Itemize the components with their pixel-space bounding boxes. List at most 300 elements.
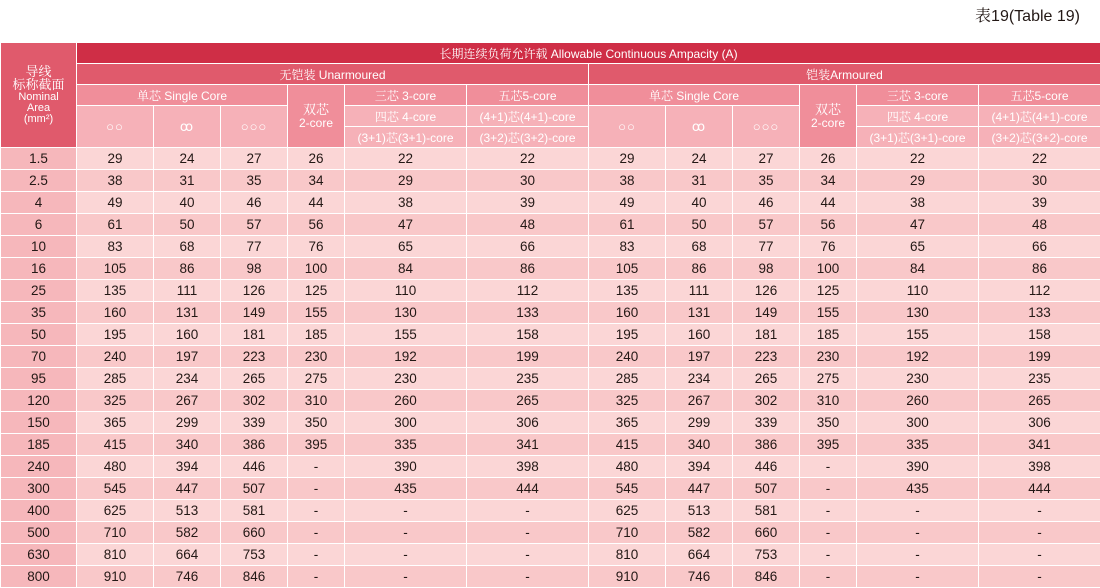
armoured-five-core-cell: 22	[979, 148, 1100, 170]
table-row	[1, 280, 1100, 302]
armoured-three-four-core-cell: 38	[857, 192, 979, 214]
unarmoured-single-flat2-cell: 810	[77, 544, 154, 566]
armoured-single-flat3-cell: 27	[733, 148, 800, 170]
table-row	[1, 170, 1100, 192]
armoured-single-trefoil-cell: 24	[666, 148, 733, 170]
armoured-single-flat3-cell: 265	[733, 368, 800, 390]
unarmoured-single-trefoil-cell: 582	[154, 522, 221, 544]
unarmoured-two-core-cell: 310	[288, 390, 345, 412]
armoured-single-trefoil-cell: 131	[666, 302, 733, 324]
three-plus-two-header-armoured: (3+2)芯(3+2)-core	[979, 127, 1100, 148]
armoured-single-flat3-cell: 46	[733, 192, 800, 214]
armoured-single-flat3-cell: 35	[733, 170, 800, 192]
two-core-cn: 双芯	[302, 101, 329, 117]
nominal-area-cell: 1.5	[1, 148, 77, 170]
table-row	[1, 346, 1100, 368]
unarmoured-single-flat2-cell: 135	[77, 280, 154, 302]
three-core-header-armoured: 三芯 3-core	[857, 85, 979, 106]
five-core-header-unarmoured: 五芯5-core	[467, 85, 589, 106]
nominal-area-cell: 16	[1, 258, 77, 280]
unarmoured-five-core-cell: -	[467, 566, 589, 588]
armoured-single-trefoil-cell: 234	[666, 368, 733, 390]
unarmoured-two-core-cell: -	[288, 478, 345, 500]
armoured-single-trefoil-cell: 664	[666, 544, 733, 566]
unarmoured-single-trefoil-cell: 111	[154, 280, 221, 302]
single-core-header-armoured: 单芯 Single Core	[589, 85, 800, 106]
armoured-two-core-cell: 34	[800, 170, 857, 192]
nominal-area-cell: 800	[1, 566, 77, 588]
armoured-single-trefoil-cell: 746	[666, 566, 733, 588]
unarmoured-single-flat2-cell: 625	[77, 500, 154, 522]
armoured-single-flat2-cell: 810	[589, 544, 666, 566]
unarmoured-single-flat3-cell: 846	[221, 566, 288, 588]
table-row	[1, 236, 1100, 258]
table-row	[1, 456, 1100, 478]
unarmoured-single-trefoil-cell: 299	[154, 412, 221, 434]
unarmoured-single-flat3-cell: 223	[221, 346, 288, 368]
armoured-three-four-core-cell: 230	[857, 368, 979, 390]
armoured-three-four-core-cell: 65	[857, 236, 979, 258]
unarmoured-single-flat2-cell: 105	[77, 258, 154, 280]
nominal-area-cell: 300	[1, 478, 77, 500]
row-head-unit: (mm²)	[23, 112, 54, 125]
armoured-three-four-core-cell: 155	[857, 324, 979, 346]
armoured-three-four-core-cell: -	[857, 544, 979, 566]
armoured-five-core-cell: 48	[979, 214, 1100, 236]
row-head-en1: Nominal	[18, 90, 59, 103]
armoured-single-trefoil-cell: 299	[666, 412, 733, 434]
unarmoured-single-flat2-cell: 415	[77, 434, 154, 456]
unarmoured-three-four-core-cell: 29	[345, 170, 467, 192]
armoured-two-core-cell: 44	[800, 192, 857, 214]
three-plus-one-header-unarmoured: (3+1)芯(3+1)-core	[345, 127, 467, 148]
unarmoured-single-flat3-cell: 181	[221, 324, 288, 346]
two-core-en: 2-core	[298, 115, 333, 130]
unarmoured-three-four-core-cell: -	[345, 522, 467, 544]
table-body	[1, 148, 1100, 588]
three-plus-one-header-armoured: (3+1)芯(3+1)-core	[857, 127, 979, 148]
armoured-single-trefoil-cell: 31	[666, 170, 733, 192]
unarmoured-five-core-cell: 444	[467, 478, 589, 500]
armoured-five-core-cell: 112	[979, 280, 1100, 302]
trefoil-icon: ꝏ	[154, 106, 221, 148]
unarmoured-three-four-core-cell: -	[345, 566, 467, 588]
armoured-single-flat2-cell: 29	[589, 148, 666, 170]
nominal-area-cell: 2.5	[1, 170, 77, 192]
unarmoured-single-flat3-cell: 27	[221, 148, 288, 170]
armoured-single-flat2-cell: 195	[589, 324, 666, 346]
four-plus-one-header-unarmoured: (4+1)芯(4+1)-core	[467, 106, 589, 127]
armoured-two-core-cell: 310	[800, 390, 857, 412]
five-core-header-armoured: 五芯5-core	[979, 85, 1100, 106]
armoured-single-flat3-cell: 223	[733, 346, 800, 368]
armoured-five-core-cell: 30	[979, 170, 1100, 192]
row-head-cn1: 导线	[25, 63, 52, 79]
unarmoured-single-flat3-cell: 753	[221, 544, 288, 566]
armoured-three-four-core-cell: -	[857, 566, 979, 588]
unarmoured-two-core-cell: 350	[288, 412, 345, 434]
armoured-single-trefoil-cell: 40	[666, 192, 733, 214]
flat-three-icon: ○○○	[221, 106, 288, 148]
table-row	[1, 258, 1100, 280]
armoured-single-flat3-cell: 57	[733, 214, 800, 236]
unarmoured-two-core-cell: -	[288, 544, 345, 566]
unarmoured-single-flat3-cell: 35	[221, 170, 288, 192]
unarmoured-five-core-cell: 48	[467, 214, 589, 236]
unarmoured-single-flat3-cell: 660	[221, 522, 288, 544]
two-core-header-unarmoured	[288, 85, 345, 148]
armoured-two-core-cell: -	[800, 500, 857, 522]
unarmoured-single-flat2-cell: 61	[77, 214, 154, 236]
nominal-area-cell: 185	[1, 434, 77, 456]
nominal-area-cell: 500	[1, 522, 77, 544]
unarmoured-single-flat3-cell: 126	[221, 280, 288, 302]
armoured-five-core-cell: 199	[979, 346, 1100, 368]
unarmoured-two-core-cell: -	[288, 456, 345, 478]
armoured-single-flat2-cell: 325	[589, 390, 666, 412]
unarmoured-header: 无铠装 Unarmoured	[77, 64, 589, 85]
armoured-single-flat3-cell: 386	[733, 434, 800, 456]
unarmoured-five-core-cell: -	[467, 522, 589, 544]
armoured-two-core-cell: 185	[800, 324, 857, 346]
unarmoured-five-core-cell: 398	[467, 456, 589, 478]
flat-two-icon: ○○	[589, 106, 666, 148]
three-core-header-unarmoured: 三芯 3-core	[345, 85, 467, 106]
unarmoured-two-core-cell: 34	[288, 170, 345, 192]
unarmoured-single-flat3-cell: 507	[221, 478, 288, 500]
nominal-area-cell: 150	[1, 412, 77, 434]
unarmoured-two-core-cell: -	[288, 500, 345, 522]
nominal-area-cell: 4	[1, 192, 77, 214]
armoured-five-core-cell: -	[979, 500, 1100, 522]
unarmoured-three-four-core-cell: 38	[345, 192, 467, 214]
unarmoured-five-core-cell: 66	[467, 236, 589, 258]
armoured-three-four-core-cell: 192	[857, 346, 979, 368]
armoured-three-four-core-cell: 335	[857, 434, 979, 456]
armoured-two-core-cell: -	[800, 544, 857, 566]
nominal-area-header	[1, 43, 77, 148]
row-head-en2: Area	[26, 101, 51, 114]
armoured-two-core-cell: 395	[800, 434, 857, 456]
unarmoured-single-flat3-cell: 98	[221, 258, 288, 280]
unarmoured-single-flat2-cell: 29	[77, 148, 154, 170]
table-row	[1, 324, 1100, 346]
armoured-single-flat3-cell: 126	[733, 280, 800, 302]
armoured-five-core-cell: 341	[979, 434, 1100, 456]
unarmoured-single-flat3-cell: 302	[221, 390, 288, 412]
unarmoured-single-flat3-cell: 265	[221, 368, 288, 390]
armoured-single-trefoil-cell: 160	[666, 324, 733, 346]
unarmoured-five-core-cell: 158	[467, 324, 589, 346]
armoured-two-core-cell: 76	[800, 236, 857, 258]
unarmoured-two-core-cell: 26	[288, 148, 345, 170]
nominal-area-cell: 240	[1, 456, 77, 478]
unarmoured-five-core-cell: 341	[467, 434, 589, 456]
armoured-two-core-cell: 155	[800, 302, 857, 324]
armoured-five-core-cell: 398	[979, 456, 1100, 478]
armoured-three-four-core-cell: -	[857, 500, 979, 522]
armoured-three-four-core-cell: 110	[857, 280, 979, 302]
table-row	[1, 192, 1100, 214]
unarmoured-single-trefoil-cell: 24	[154, 148, 221, 170]
unarmoured-single-flat3-cell: 149	[221, 302, 288, 324]
table-row	[1, 500, 1100, 522]
unarmoured-three-four-core-cell: 192	[345, 346, 467, 368]
armoured-single-flat2-cell: 38	[589, 170, 666, 192]
armoured-five-core-cell: 133	[979, 302, 1100, 324]
unarmoured-single-flat2-cell: 365	[77, 412, 154, 434]
unarmoured-single-trefoil-cell: 267	[154, 390, 221, 412]
armoured-single-flat3-cell: 846	[733, 566, 800, 588]
armoured-single-flat2-cell: 365	[589, 412, 666, 434]
unarmoured-two-core-cell: 155	[288, 302, 345, 324]
unarmoured-single-flat3-cell: 446	[221, 456, 288, 478]
armoured-single-trefoil-cell: 86	[666, 258, 733, 280]
armoured-three-four-core-cell: -	[857, 522, 979, 544]
unarmoured-single-trefoil-cell: 513	[154, 500, 221, 522]
unarmoured-three-four-core-cell: 22	[345, 148, 467, 170]
unarmoured-five-core-cell: 22	[467, 148, 589, 170]
unarmoured-single-trefoil-cell: 86	[154, 258, 221, 280]
armoured-five-core-cell: 235	[979, 368, 1100, 390]
unarmoured-five-core-cell: 133	[467, 302, 589, 324]
unarmoured-single-flat2-cell: 49	[77, 192, 154, 214]
flat-three-icon: ○○○	[733, 106, 800, 148]
table-row	[1, 522, 1100, 544]
unarmoured-single-trefoil-cell: 340	[154, 434, 221, 456]
unarmoured-single-flat3-cell: 386	[221, 434, 288, 456]
unarmoured-five-core-cell: 199	[467, 346, 589, 368]
nominal-area-cell: 10	[1, 236, 77, 258]
two-core-cn: 双芯	[814, 101, 841, 117]
unarmoured-single-trefoil-cell: 746	[154, 566, 221, 588]
unarmoured-three-four-core-cell: 110	[345, 280, 467, 302]
unarmoured-two-core-cell: 76	[288, 236, 345, 258]
unarmoured-single-trefoil-cell: 234	[154, 368, 221, 390]
armoured-three-four-core-cell: 260	[857, 390, 979, 412]
nominal-area-cell: 120	[1, 390, 77, 412]
armoured-single-flat2-cell: 160	[589, 302, 666, 324]
armoured-five-core-cell: 66	[979, 236, 1100, 258]
table-row	[1, 434, 1100, 456]
unarmoured-single-flat2-cell: 240	[77, 346, 154, 368]
unarmoured-five-core-cell: 265	[467, 390, 589, 412]
table-row	[1, 214, 1100, 236]
unarmoured-three-four-core-cell: 335	[345, 434, 467, 456]
armoured-single-trefoil-cell: 394	[666, 456, 733, 478]
armoured-three-four-core-cell: 300	[857, 412, 979, 434]
unarmoured-single-trefoil-cell: 50	[154, 214, 221, 236]
armoured-three-four-core-cell: 47	[857, 214, 979, 236]
unarmoured-two-core-cell: 185	[288, 324, 345, 346]
armoured-single-flat3-cell: 149	[733, 302, 800, 324]
unarmoured-five-core-cell: 39	[467, 192, 589, 214]
unarmoured-two-core-cell: 395	[288, 434, 345, 456]
unarmoured-single-flat3-cell: 57	[221, 214, 288, 236]
two-core-en: 2-core	[810, 115, 845, 130]
armoured-single-flat3-cell: 98	[733, 258, 800, 280]
four-plus-one-header-armoured: (4+1)芯(4+1)-core	[979, 106, 1100, 127]
armoured-five-core-cell: -	[979, 544, 1100, 566]
armoured-three-four-core-cell: 84	[857, 258, 979, 280]
unarmoured-single-flat2-cell: 325	[77, 390, 154, 412]
table-row	[1, 478, 1100, 500]
unarmoured-two-core-cell: 230	[288, 346, 345, 368]
unarmoured-five-core-cell: -	[467, 500, 589, 522]
armoured-single-flat2-cell: 480	[589, 456, 666, 478]
unarmoured-two-core-cell: 125	[288, 280, 345, 302]
unarmoured-three-four-core-cell: 230	[345, 368, 467, 390]
armoured-three-four-core-cell: 29	[857, 170, 979, 192]
armoured-single-trefoil-cell: 582	[666, 522, 733, 544]
table-row	[1, 544, 1100, 566]
armoured-two-core-cell: 350	[800, 412, 857, 434]
armoured-three-four-core-cell: 130	[857, 302, 979, 324]
table-row	[1, 566, 1100, 588]
armoured-two-core-cell: 56	[800, 214, 857, 236]
armoured-single-flat2-cell: 545	[589, 478, 666, 500]
armoured-two-core-cell: 275	[800, 368, 857, 390]
armoured-single-flat2-cell: 240	[589, 346, 666, 368]
armoured-single-flat2-cell: 49	[589, 192, 666, 214]
nominal-area-cell: 95	[1, 368, 77, 390]
four-core-header-armoured: 四芯 4-core	[857, 106, 979, 127]
armoured-three-four-core-cell: 390	[857, 456, 979, 478]
trefoil-icon: ꝏ	[666, 106, 733, 148]
unarmoured-single-flat2-cell: 160	[77, 302, 154, 324]
armoured-single-flat2-cell: 105	[589, 258, 666, 280]
armoured-single-flat2-cell: 910	[589, 566, 666, 588]
armoured-two-core-cell: -	[800, 478, 857, 500]
armoured-single-flat3-cell: 181	[733, 324, 800, 346]
ampacity-table	[0, 42, 1100, 588]
ampacity-title: 长期连续负荷允许载 Allowable Continuous Ampacity (A)	[77, 43, 1100, 64]
unarmoured-three-four-core-cell: 260	[345, 390, 467, 412]
unarmoured-single-flat3-cell: 339	[221, 412, 288, 434]
unarmoured-three-four-core-cell: 65	[345, 236, 467, 258]
unarmoured-two-core-cell: 100	[288, 258, 345, 280]
armoured-single-flat2-cell: 285	[589, 368, 666, 390]
unarmoured-single-flat3-cell: 46	[221, 192, 288, 214]
unarmoured-single-trefoil-cell: 131	[154, 302, 221, 324]
unarmoured-five-core-cell: 30	[467, 170, 589, 192]
armoured-two-core-cell: 26	[800, 148, 857, 170]
armoured-five-core-cell: 444	[979, 478, 1100, 500]
nominal-area-cell: 6	[1, 214, 77, 236]
two-core-header-armoured	[800, 85, 857, 148]
armoured-five-core-cell: 306	[979, 412, 1100, 434]
unarmoured-single-trefoil-cell: 31	[154, 170, 221, 192]
table-caption: 表19(Table 19)	[975, 8, 1080, 25]
four-core-header-unarmoured: 四芯 4-core	[345, 106, 467, 127]
armoured-two-core-cell: -	[800, 522, 857, 544]
nominal-area-cell: 630	[1, 544, 77, 566]
armoured-single-flat3-cell: 302	[733, 390, 800, 412]
armoured-five-core-cell: -	[979, 566, 1100, 588]
unarmoured-two-core-cell: 56	[288, 214, 345, 236]
armoured-single-trefoil-cell: 50	[666, 214, 733, 236]
unarmoured-two-core-cell: 44	[288, 192, 345, 214]
armoured-single-flat2-cell: 625	[589, 500, 666, 522]
unarmoured-single-flat2-cell: 910	[77, 566, 154, 588]
unarmoured-five-core-cell: 86	[467, 258, 589, 280]
row-head-cn2: 标称截面	[12, 76, 65, 92]
unarmoured-single-trefoil-cell: 394	[154, 456, 221, 478]
unarmoured-three-four-core-cell: 300	[345, 412, 467, 434]
armoured-single-trefoil-cell: 340	[666, 434, 733, 456]
unarmoured-three-four-core-cell: 84	[345, 258, 467, 280]
armoured-single-flat2-cell: 710	[589, 522, 666, 544]
unarmoured-single-flat2-cell: 38	[77, 170, 154, 192]
armoured-single-trefoil-cell: 267	[666, 390, 733, 412]
unarmoured-two-core-cell: -	[288, 566, 345, 588]
armoured-header: 铠装Armoured	[589, 64, 1100, 85]
unarmoured-three-four-core-cell: 390	[345, 456, 467, 478]
nominal-area-cell: 400	[1, 500, 77, 522]
single-core-header-unarmoured: 单芯 Single Core	[77, 85, 288, 106]
armoured-three-four-core-cell: 22	[857, 148, 979, 170]
armoured-five-core-cell: 265	[979, 390, 1100, 412]
unarmoured-three-four-core-cell: -	[345, 544, 467, 566]
armoured-single-trefoil-cell: 513	[666, 500, 733, 522]
table-row	[1, 302, 1100, 324]
armoured-single-trefoil-cell: 197	[666, 346, 733, 368]
unarmoured-three-four-core-cell: 155	[345, 324, 467, 346]
unarmoured-five-core-cell: 306	[467, 412, 589, 434]
armoured-single-flat3-cell: 581	[733, 500, 800, 522]
table-header	[1, 43, 1100, 148]
unarmoured-single-flat2-cell: 710	[77, 522, 154, 544]
unarmoured-single-trefoil-cell: 197	[154, 346, 221, 368]
armoured-single-flat3-cell: 339	[733, 412, 800, 434]
armoured-five-core-cell: 158	[979, 324, 1100, 346]
unarmoured-single-trefoil-cell: 160	[154, 324, 221, 346]
armoured-three-four-core-cell: 435	[857, 478, 979, 500]
armoured-single-flat3-cell: 660	[733, 522, 800, 544]
unarmoured-single-flat2-cell: 83	[77, 236, 154, 258]
armoured-two-core-cell: 100	[800, 258, 857, 280]
unarmoured-single-flat2-cell: 545	[77, 478, 154, 500]
armoured-two-core-cell: 230	[800, 346, 857, 368]
table-row	[1, 412, 1100, 434]
unarmoured-three-four-core-cell: 47	[345, 214, 467, 236]
unarmoured-single-flat3-cell: 581	[221, 500, 288, 522]
nominal-area-cell: 25	[1, 280, 77, 302]
armoured-single-trefoil-cell: 111	[666, 280, 733, 302]
table-row	[1, 390, 1100, 412]
armoured-two-core-cell: 125	[800, 280, 857, 302]
unarmoured-five-core-cell: -	[467, 544, 589, 566]
nominal-area-cell: 50	[1, 324, 77, 346]
armoured-single-trefoil-cell: 68	[666, 236, 733, 258]
unarmoured-five-core-cell: 112	[467, 280, 589, 302]
unarmoured-single-flat3-cell: 77	[221, 236, 288, 258]
armoured-two-core-cell: -	[800, 456, 857, 478]
armoured-single-flat2-cell: 83	[589, 236, 666, 258]
table-row	[1, 148, 1100, 170]
armoured-single-flat3-cell: 507	[733, 478, 800, 500]
armoured-single-trefoil-cell: 447	[666, 478, 733, 500]
nominal-area-cell: 35	[1, 302, 77, 324]
unarmoured-five-core-cell: 235	[467, 368, 589, 390]
armoured-five-core-cell: 86	[979, 258, 1100, 280]
armoured-five-core-cell: 39	[979, 192, 1100, 214]
flat-two-icon: ○○	[77, 106, 154, 148]
armoured-single-flat2-cell: 135	[589, 280, 666, 302]
unarmoured-single-trefoil-cell: 68	[154, 236, 221, 258]
table-row	[1, 368, 1100, 390]
three-plus-two-header-unarmoured: (3+2)芯(3+2)-core	[467, 127, 589, 148]
